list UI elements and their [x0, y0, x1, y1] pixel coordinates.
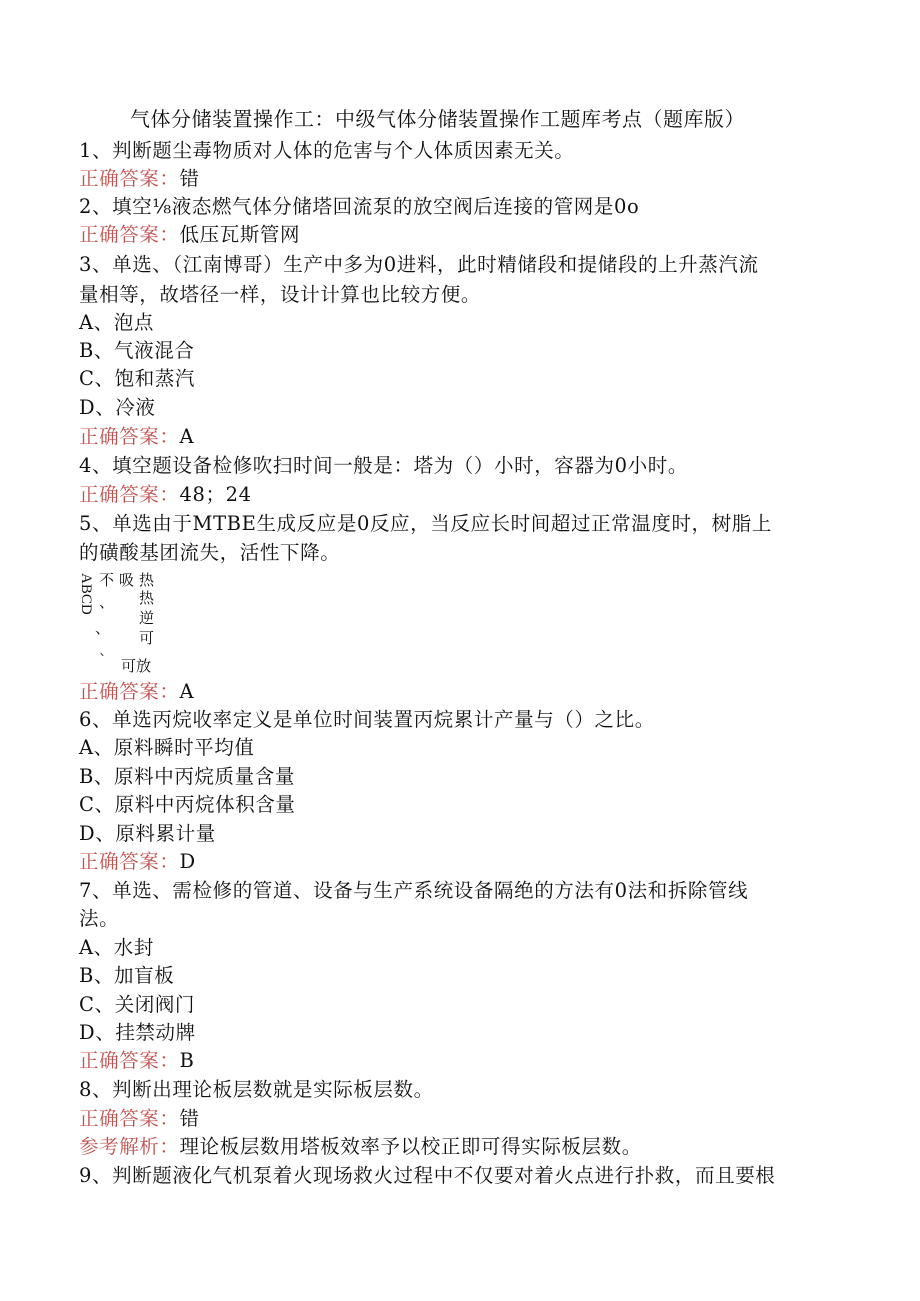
- answer-7: [79, 1047, 194, 1075]
- garbled-char: 逆: [139, 609, 155, 627]
- question-3-line-2: 量相等，故塔径一样，设计计算也比较方便。: [79, 283, 482, 306]
- option-d: D、挂禁动牌: [79, 1021, 196, 1044]
- answer-value: D: [179, 850, 196, 873]
- question-7-line-1: 7、单选、需检修的管道、设备与生产系统设备隔绝的方法有0法和拆除管线: [79, 879, 749, 902]
- option-b: B、原料中丙烷质量含量: [79, 765, 295, 788]
- answer-8: [79, 1105, 200, 1133]
- answer-value: 48；24: [179, 483, 252, 506]
- question-9: 9、判断题液化气机泵着火现场救火过程中不仅要对着火点进行扑救，而且要根: [79, 1164, 776, 1187]
- question-6: 6、单选丙烷收率定义是单位时间装置丙烷累计产量与（）之比。: [79, 708, 655, 731]
- option-letters-rotated: ABCD: [78, 573, 94, 615]
- option-c: C、饱和蒸汽: [79, 367, 196, 390]
- answer-label: 正确答案：: [79, 483, 180, 506]
- answer-label: 正确答案：: [79, 1049, 180, 1072]
- answer-6: [79, 848, 196, 876]
- answer-value: 错: [179, 167, 200, 190]
- option-b: B、加盲板: [79, 964, 175, 987]
- option-a: A、泡点: [79, 311, 154, 334]
- option-d: D、冷液: [79, 396, 156, 419]
- answer-label: 正确答案：: [79, 425, 180, 448]
- analysis-8: [79, 1133, 642, 1161]
- answer-label: 正确答案：: [79, 680, 180, 703]
- question-4: 4、填空题设备检修吹扫时间一般是：塔为（）小时，容器为0小时。: [79, 454, 688, 477]
- garbled-char: 、: [99, 593, 115, 611]
- question-3-line-1: 3、单选、（江南博哥）生产中多为0进料，此时精储段和提储段的上升蒸汽流: [79, 253, 759, 276]
- option-b: B、气液混合: [79, 339, 195, 362]
- garbled-char: `: [99, 651, 107, 669]
- page-title: 气体分储装置操作工：中级气体分储装置操作工题库考点（题库版）: [130, 107, 745, 131]
- answer-value: 低压瓦斯管网: [179, 223, 301, 246]
- garbled-char: 不: [99, 571, 115, 589]
- question-1: 1、判断题尘毒物质对人体的危害与个人体质因素无关。: [79, 139, 575, 162]
- answer-label: 正确答案：: [79, 223, 180, 246]
- question-7-line-2: 法。: [79, 907, 120, 930]
- garbled-char: 热: [139, 571, 155, 589]
- answer-label: 正确答案：: [79, 167, 180, 190]
- answer-value: 错: [179, 1107, 200, 1130]
- question-5-line-1: 5、单选由于MTBE生成反应是0反应，当反应长时间超过正常温度时，树脂上: [79, 512, 772, 535]
- answer-2: [79, 221, 300, 249]
- garbled-char: 吸: [119, 571, 135, 589]
- question-5-line-2: 的磺酸基团流失，活性下降。: [79, 541, 341, 564]
- question-2: 2、填空⅛液态燃气体分储塔回流泵的放空阀后连接的管网是0o: [79, 195, 640, 218]
- option-a: A、原料瞬时平均值: [79, 736, 255, 759]
- garbled-char: 可: [139, 629, 155, 647]
- question-8: 8、判断出理论板层数就是实际板层数。: [79, 1078, 434, 1101]
- garbled-char: 热: [139, 589, 155, 607]
- answer-1: [79, 165, 200, 193]
- answer-value: B: [179, 1049, 195, 1072]
- answer-label: 正确答案：: [79, 850, 180, 873]
- answer-4: [79, 481, 252, 509]
- garbled-char: 、: [95, 619, 111, 637]
- answer-value: A: [179, 425, 195, 448]
- answer-label: 正确答案：: [79, 1107, 180, 1130]
- answer-5: [79, 678, 194, 706]
- answer-value: A: [179, 680, 195, 703]
- analysis-text: 理论板层数用塔板效率予以校正即可得实际板层数。: [179, 1135, 642, 1158]
- option-c: C、关闭阀门: [79, 993, 196, 1016]
- garbled-options-block: [79, 569, 199, 677]
- option-c: C、原料中丙烷体积含量: [79, 793, 296, 816]
- option-a: A、水封: [79, 936, 154, 959]
- garbled-char: 可放: [121, 657, 152, 675]
- answer-3: [79, 423, 194, 451]
- option-d: D、原料累计量: [79, 822, 216, 845]
- analysis-label: 参考解析：: [79, 1135, 180, 1158]
